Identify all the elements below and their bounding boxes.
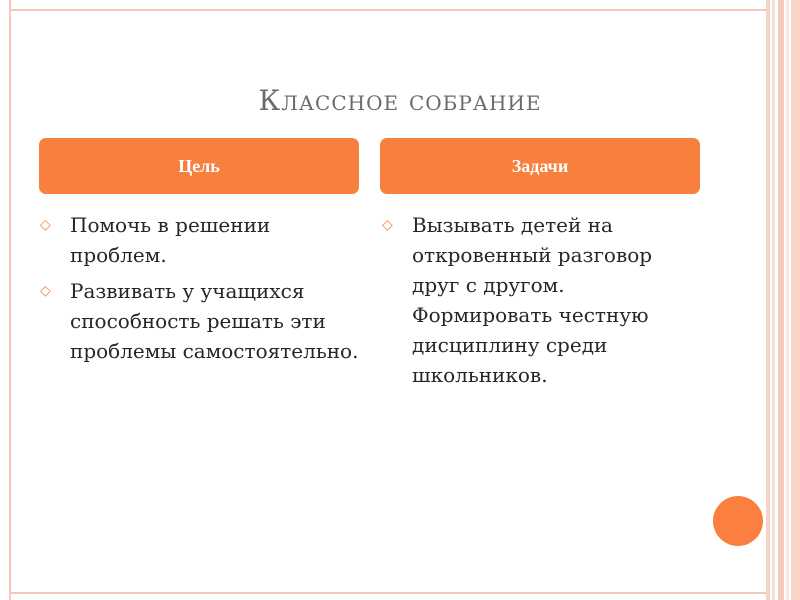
bullet-text: Помочь в решении проблем. [70,213,271,267]
bullet-icon: ◇ [382,217,393,233]
goal-header [39,138,359,194]
tasks-header-label: Задачи [511,155,569,176]
bullet-icon: ◇ [40,217,51,233]
bullet-icon: ◇ [40,283,51,299]
bullet-text: Развивать у учащихся способность решать эти проблемы самостоятельно. [70,279,359,363]
decorative-circle [713,496,763,546]
bullet-text: Вызывать детей на откровенный разговор друг с другом. [412,213,653,297]
list-item [40,276,360,366]
frame-bottom-line [9,592,769,594]
continuation-text: Формировать честную дисциплину среди школьников. [412,303,649,387]
goal-column [40,210,360,372]
goal-header-label: Цель [178,155,220,176]
tasks-header [380,138,700,194]
list-item [40,210,360,270]
slide-title: Классное собрание [258,84,542,117]
frame-top-line [9,9,769,11]
tasks-column [382,210,702,390]
list-item [382,210,702,300]
